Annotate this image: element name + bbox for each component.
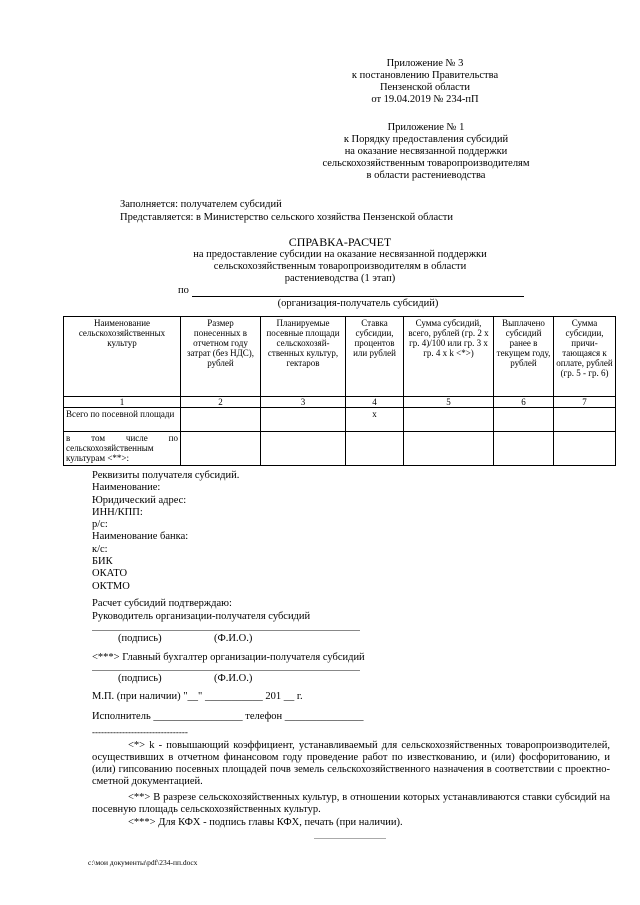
footnote-3: <***> Для КФХ - подпись главы КФХ, печать (при наличии). <box>128 817 403 828</box>
accountant-signature-line <box>92 670 360 671</box>
appendix-3-line4: от 19.04.2019 № 234-пП <box>371 94 479 105</box>
table-header-cell: Сумма субсидии, причи-тающаяся к оплате, рублей (гр. 5 - гр. 6) <box>554 317 616 397</box>
appendix-1-title: Приложение № 1 <box>387 122 465 133</box>
executor-line: Исполнитель _________________ телефон _______________ <box>92 711 364 722</box>
requisites-oktmo: ОКТМО <box>92 580 130 592</box>
footnote-2: <**> В разрезе сельскохозяйственных культур, в отношении которых устанавливаются ставки субсидий на посевную площадь сельскохозяйственных культур. <box>92 792 610 815</box>
subtitle-line2: сельскохозяйственным товаропроизводителям в области <box>213 261 467 272</box>
accountant-sign-caption: (подпись) <box>118 673 162 684</box>
table-cell <box>554 432 616 466</box>
requisites-title: Реквизиты получателя субсидий. <box>92 470 240 481</box>
requisites-okato: ОКАТО <box>92 568 128 580</box>
table-number-row <box>64 397 616 408</box>
table-header-cell: Сумма субсидий, всего, рублей (гр. 2 x гр. 4)/100 или гр. 3 x гр. 4 x k <*>) <box>404 317 494 397</box>
appendix-3-line2: к постановлению Правительства <box>351 70 499 81</box>
appendix-1-line2: к Порядку предоставления субсидий <box>343 134 509 145</box>
table-header-cell: Ставка субсидии, процентов или рублей <box>346 317 404 397</box>
footnote-separator: -------------------------------- <box>92 727 188 737</box>
requisites-ks: к/с: <box>92 543 108 555</box>
accountant-text: <***> Главный бухгалтер организации-получателя субсидий <box>92 652 365 663</box>
table-header-cell: Выплачено субсидий ранее в текущем году, рублей <box>494 317 554 397</box>
requisites-address: Юридический адрес: <box>92 494 187 506</box>
organization-line <box>192 296 524 297</box>
appendix-3-block <box>320 58 530 106</box>
table-cell <box>554 408 616 432</box>
head-sign-caption: (подпись) <box>118 633 162 644</box>
column-number: 3 <box>261 397 346 408</box>
stamp-date-line: М.П. (при наличии) "__" ___________ 201 __ г. <box>92 691 303 702</box>
head-signature-line <box>92 630 360 631</box>
table-header-row <box>64 317 616 397</box>
file-path: c:\мои документы\pdf\234-пп.docx <box>88 858 198 867</box>
table-row-including <box>64 432 616 466</box>
row-total-mark: x <box>346 408 404 432</box>
requisites-block <box>92 470 239 593</box>
table-cell <box>494 432 554 466</box>
table-header-cell: Наименование сельскохозяйственных культур <box>64 317 181 397</box>
table-row-total <box>64 408 616 432</box>
column-number: 5 <box>404 397 494 408</box>
table-cell <box>346 432 404 466</box>
requisites-name: Наименование: <box>92 482 161 494</box>
po-label: по <box>178 285 189 296</box>
column-number: 4 <box>346 397 404 408</box>
row-including-label: в том числе по сельскохозяйственным культурам <**>: <box>64 432 181 466</box>
column-number: 7 <box>554 397 616 408</box>
requisites-rs: р/с: <box>92 519 108 531</box>
subtitle-line3: растениеводства (1 этап) <box>284 273 396 284</box>
document-subtitle <box>160 249 520 285</box>
appendix-1-line5: в области растениеводства <box>366 170 486 181</box>
head-fio-caption: (Ф.И.О.) <box>214 633 253 644</box>
subtitle-line1: на предоставление субсидии на оказание несвязанной поддержки <box>193 249 487 260</box>
appendix-3-line3: Пензенской области <box>379 82 471 93</box>
column-number: 2 <box>181 397 261 408</box>
appendix-3-title: Приложение № 3 <box>386 58 464 69</box>
table-cell <box>494 408 554 432</box>
footnote-1: <*> k - повышающий коэффициент, устанавливаемый для сельскохозяйственных товаропроизводителей, осуществивших в отчетном финансовом году проведение работ по известкованию, и (или) фосфоритованию, и (или) гипсованию посевных площадей почв земель сельскохозяйственного назначения в соответствии с проектно-сметной документацией. <box>92 740 610 787</box>
document-title: СПРАВКА-РАСЧЕТ <box>288 235 392 249</box>
column-number: 1 <box>64 397 181 408</box>
requisites-bank: Наименование банка: <box>92 531 189 543</box>
table-cell <box>181 408 261 432</box>
accountant-fio-caption: (Ф.И.О.) <box>214 673 253 684</box>
row-total-label: Всего по посевной площади <box>64 408 181 432</box>
confirm-text: Расчет субсидий подтверждаю: <box>92 598 232 609</box>
column-number: 6 <box>494 397 554 408</box>
presented-to-text: Представляется: в Министерство сельского хозяйства Пензенской области <box>120 212 454 223</box>
table-cell <box>261 408 346 432</box>
appendix-1-line4: сельскохозяйственным товаропроизводителям <box>322 158 530 169</box>
footer-rule <box>314 838 386 839</box>
table-cell <box>404 408 494 432</box>
table-header-cell: Размер понесенных в отчетном году затрат (без НДС), рублей <box>181 317 261 397</box>
requisites-inn: ИНН/КПП: <box>92 506 143 518</box>
subsidy-table <box>63 316 616 466</box>
table-cell <box>261 432 346 466</box>
table-cell <box>181 432 261 466</box>
requisites-bik: БИК <box>92 556 113 568</box>
table-cell <box>404 432 494 466</box>
appendix-1-block <box>296 122 556 182</box>
appendix-1-line3: на оказание несвязанной поддержки <box>344 146 508 157</box>
head-text: Руководитель организации-получателя субсидий <box>92 611 311 622</box>
organization-caption: (организация-получатель субсидий) <box>277 298 439 309</box>
filled-by-text: Заполняется: получателем субсидий <box>120 199 282 210</box>
table-header-cell: Планируемые посевные площади сельскохозяй-ственных культур, гектаров <box>261 317 346 397</box>
